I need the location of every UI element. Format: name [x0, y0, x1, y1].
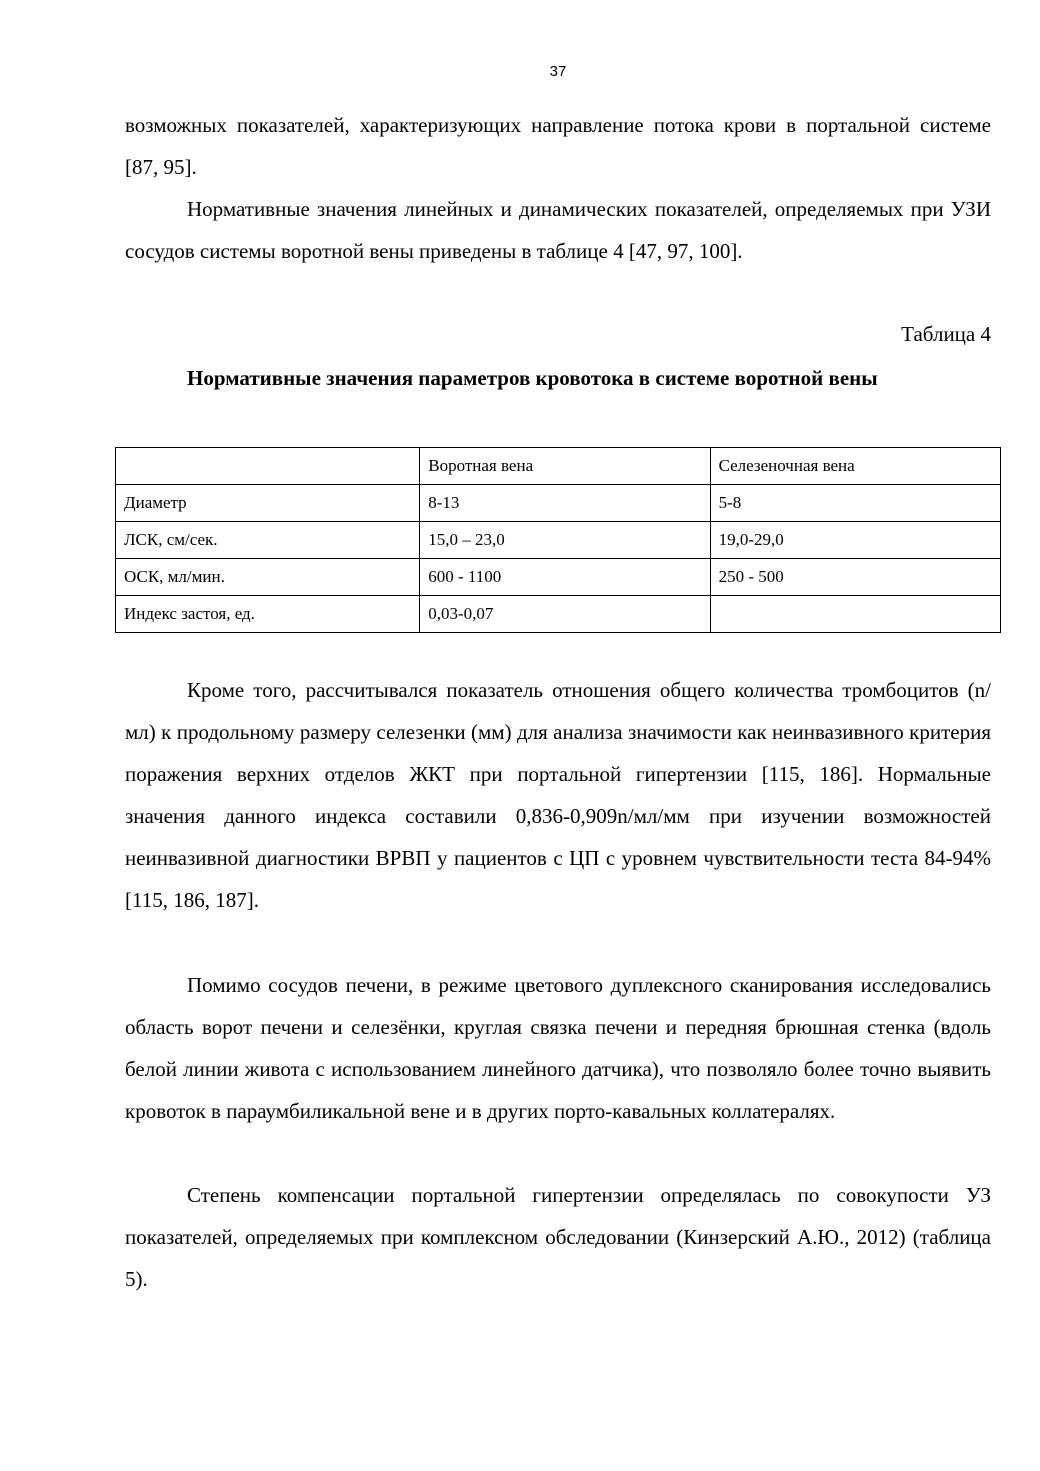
table-cell: 250 - 500: [710, 559, 1000, 596]
table-cell: 19,0-29,0: [710, 522, 1000, 559]
table-cell: 5-8: [710, 485, 1000, 522]
table-cell: 600 - 1100: [420, 559, 710, 596]
page-number: 37: [549, 63, 567, 80]
table-cell: 8-13: [420, 485, 710, 522]
table-header-cell: Селезеночная вена: [710, 448, 1000, 485]
table-cell: 15,0 – 23,0: [420, 522, 710, 559]
table-label: Таблица 4: [901, 322, 991, 346]
table-row: [116, 485, 1001, 522]
table-cell: Диаметр: [116, 485, 420, 522]
paragraph-3: Кроме того, рассчитывался показатель отношения общего количества тромбоцитов (n/мл) к продольному размеру селезенки (мм) для анализа значимости как неинвазивного критерия поражения верхних отделов ЖКТ при портальной гипертензии [115, 186]. Нормальные значения данного индекса составили 0,836-0,909n/мл/мм при изучении возможностей неинвазивной диагностики ВРВП у пациентов с ЦП с уровнем чувствительности теста 84-94% [115, 186, 187].: [125, 678, 991, 912]
table-header-cell: [116, 448, 420, 485]
table-row: [116, 596, 1001, 633]
table-cell: ОСК, мл/мин.: [116, 559, 420, 596]
table-header-row: [116, 448, 1001, 485]
table-cell: 0,03-0,07: [420, 596, 710, 633]
table-header-cell: Воротная вена: [420, 448, 710, 485]
paragraph-2: Нормативные значения линейных и динамических показателей, определяемых при УЗИ сосудов системы воротной вены приведены в таблице 4 [47, 97, 100].: [125, 197, 991, 263]
table-cell: ЛСК, см/сек.: [116, 522, 420, 559]
data-table: [115, 447, 1001, 633]
paragraph-5: Степень компенсации портальной гипертензии определялась по совокупости УЗ показателей, определяемых при комплексном обследовании (Кинзерский А.Ю., 2012) (таблица 5).: [125, 1183, 991, 1291]
table-cell: [710, 596, 1000, 633]
table-row: [116, 559, 1001, 596]
table-cell: Индекс застоя, ед.: [116, 596, 420, 633]
paragraph-1: возможных показателей, характеризующих направление потока крови в портальной системе [87, 95].: [125, 113, 991, 179]
table-row: [116, 522, 1001, 559]
paragraph-4: Помимо сосудов печени, в режиме цветового дуплексного сканирования исследовались область ворот печени и селезёнки, круглая связка печени и передняя брюшная стенка (вдоль белой линии живота с использованием линейного датчика), что позволяло более точно выявить кровоток в параумбиликальной вене и в других порто-кавальных коллатералях.: [125, 973, 991, 1123]
table-title: Нормативные значения параметров кровотока в системе воротной вены: [187, 366, 878, 390]
